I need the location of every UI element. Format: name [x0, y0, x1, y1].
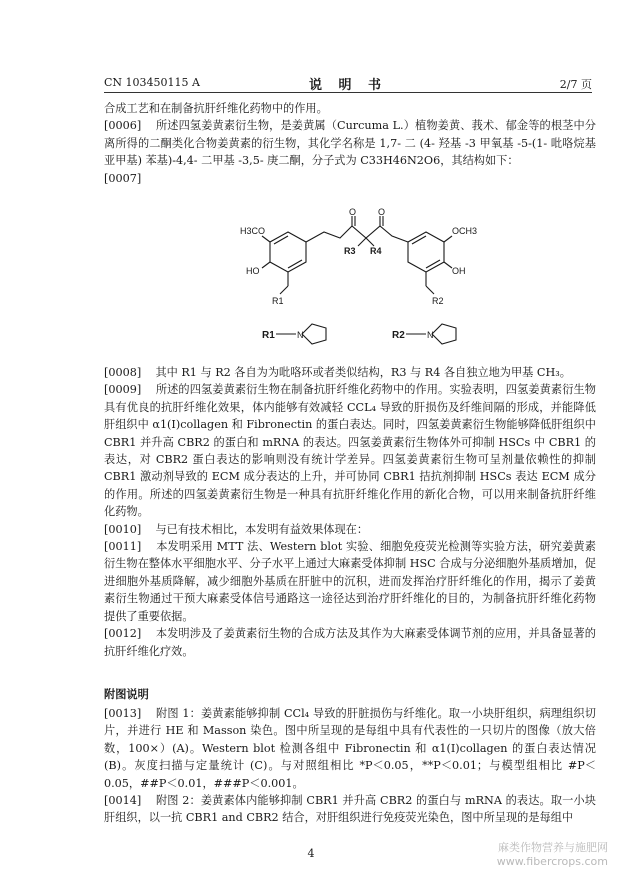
- page-title: 说 明 书: [308, 78, 388, 93]
- r3-label: R3: [344, 246, 356, 256]
- r2-position-label: R2: [432, 296, 444, 306]
- nitrogen-label: N: [297, 330, 304, 340]
- watermark-url: www.fibercrops.com: [496, 855, 608, 868]
- carbonyl-label-2: O: [378, 208, 386, 217]
- body-text-middle: [104, 364, 596, 660]
- r2-definition-label: R2: [392, 330, 405, 341]
- watermark-line: 麻类作物营养与施肥网: [498, 841, 608, 854]
- section-heading: 附图说明: [104, 687, 149, 701]
- hydroxyl-label: HO: [246, 266, 260, 276]
- watermark: [497, 841, 608, 869]
- paragraph: [0014] 附图 2：姜黄素体内能够抑制 CBR1 并升高 CBR2 的蛋白与 mRNA 的表达。取一小块肝组织，以一抗 CBR1 and CBR2 结合，对肝组织进行免疫荧光染色，图中所呈现的是每组中: [104, 794, 596, 825]
- paragraph: [0008] 其中 R1 与 R2 各自为为吡咯环或者类似结构，R3 与 R4 各自独立地为甲基 CH₃。: [104, 366, 571, 379]
- patent-number: CN 103450115 A: [104, 76, 200, 89]
- page-number: 4: [307, 847, 315, 860]
- page-header: [104, 74, 592, 93]
- body-text-top: [104, 100, 596, 187]
- hydroxyl-label-right: OH: [452, 266, 466, 276]
- chemical-structure: [240, 208, 480, 356]
- methoxy-label: H3CO: [240, 226, 266, 236]
- paragraph: 合成工艺和在制备抗肝纤维化药物中的作用。: [104, 102, 328, 115]
- body-text-bottom: [104, 705, 596, 827]
- paragraph: [0007]: [104, 171, 142, 185]
- paragraph: [0010] 与已有技术相比，本发明有益效果体现在：: [104, 522, 369, 536]
- carbonyl-label: O: [349, 208, 357, 217]
- methoxy-label-right: OCH3: [452, 226, 478, 236]
- r4-label: R4: [370, 246, 382, 256]
- paragraph: [0009] 所述的四氢姜黄素衍生物在制备抗肝纤维化药物中的作用。实验表明，四氢姜黄素衍生物具有优良的抗肝纤维化效果，体内能够有效减轻 CCL₄ 导致的肝损伤及纤维间隔的形成，并能降低肝组织中 α1(I)collagen 和 Fibronectin 的蛋白表达。同时，四氢姜黄素衍生物能够降低肝组织中 CBR1 并升高 CBR2 的蛋白和 mRNA 的表达。四氢姜黄素衍生物体外可抑制 HSCs 中 CBR1 的表达，对 CBR2 蛋白表达的影响则没有统计学差异。四氢姜黄素衍生物可呈剂量依赖性的抑制 CBR1 激动剂导致的 ECM 成分表达的上升，并可协同 CBR1 拮抗剂抑制 HSCs 表达 ECM 成分的作用。所述的四氢姜黄素衍生物是一种具有抗肝纤维化作用的新化合物，可以用来制备抗肝纤维化药物。: [104, 383, 596, 519]
- r1-definition-label: R1: [262, 330, 275, 341]
- paragraph: [0013] 附图 1：姜黄素能够抑制 CCl₄ 导致的肝脏损伤与纤维化。取一小块肝组织，病理组织切片，并进行 HE 和 Masson 染色。图中所呈现的是每组中具有代表性的一只切片的图像（放大倍数，100×）(A)。Western blot 检测各组中 Fibronectin 和 α1(I)collagen 的蛋白表达情况 (B)。灰度扫描与定量统计 (C)。与对照组相比 *P＜0.05，**P＜0.01；与模型组相比 #P＜0.05，##P＜0.01，###P＜0.001。: [104, 707, 596, 790]
- paragraph: [0006] 所述四氢姜黄素衍生物，是姜黄属（Curcuma L.）植物姜黄、莪术、郁金等的根茎中分离所得的二酮类化合物姜黄素的衍生物，其化学名称是 1,7- 二 (4- 羟基 -3 甲氧基 -5-(1- 吡咯烷基亚甲基) 苯基)-4,4- 二甲基 -3,5- 庚二酮，分子式为 C33H46N2O6，其结构如下：: [104, 119, 596, 168]
- paragraph: [0012] 本发明涉及了姜黄素衍生物的合成方法及其作为大麻素受体调节剂的应用，并具备显著的抗肝纤维化疗效。: [104, 627, 596, 658]
- page-indicator: 2/7 页: [559, 78, 592, 91]
- r1-position-label: R1: [272, 296, 284, 306]
- paragraph: [0011] 本发明采用 MTT 法、Western blot 实验、细胞免疫荧光检测等实验方法，研究姜黄素衍生物在整体水平细胞水平、分子水平上通过大麻素受体抑制 HSC 合成与分泌细胞外基质增加，促进细胞外基质降解，减少细胞外基质在肝脏中的沉积，进而发挥治疗肝纤维化的作用，揭示了姜黄素衍生物通过干预大麻素受体信号通路这一途径达到治疗肝纤维化的目的，为制备抗肝纤维化药物提供了重要依据。: [104, 540, 596, 623]
- nitrogen-label-2: N: [427, 330, 434, 340]
